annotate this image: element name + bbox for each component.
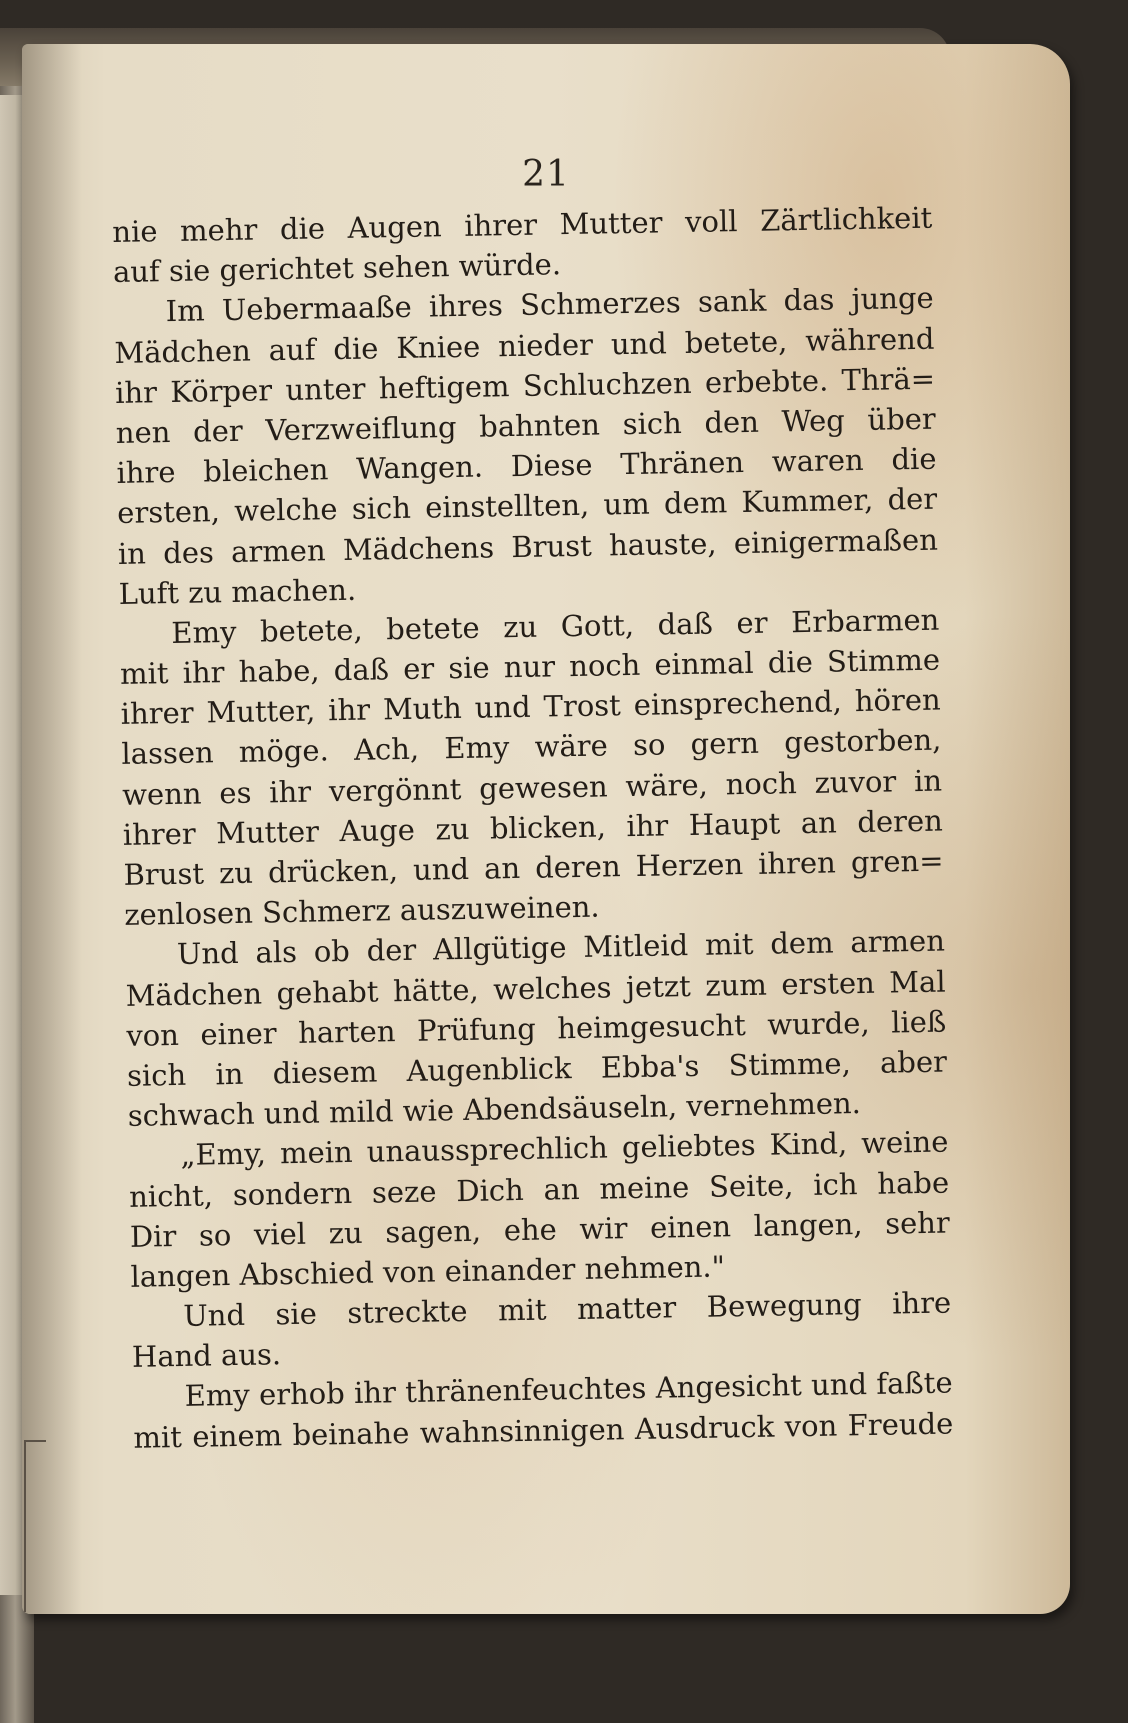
text-line: mit einem beinahe wahnsinnigen Ausdruck von Freude <box>133 1406 954 1455</box>
text-line: ihre bleichen Wangen. Diese Thränen waren die <box>116 441 937 491</box>
text-line: lassen möge. Ach, Emy wäre so gern gestorben, <box>121 723 942 772</box>
text-line: zenlosen Schmerz auszuweinen. <box>123 889 600 933</box>
text-line: in des armen Mädchens Brust hauste, einigermaßen <box>117 522 939 571</box>
text-line: Und als ob der Allgütige Mitleid mit dem armen <box>176 923 946 972</box>
text-line: Emy erhob ihr thränenfeuchtes Angesicht und faßte <box>184 1365 953 1414</box>
page-number: 21 <box>522 154 570 195</box>
body-text <box>112 198 954 1458</box>
text-line: nie mehr die Augen ihrer Mutter voll Zärtlichkeit <box>112 200 933 249</box>
text-line: Hand aus. <box>131 1337 282 1375</box>
text-line: „Emy, mein unaussprechlich geliebtes Kind, weine <box>180 1124 949 1173</box>
text-line: schwach und mild wie Abendsäuseln, vernehmen. <box>127 1086 862 1133</box>
text-line: auf sie gerichtet sehen würde. <box>112 247 562 290</box>
text-line: von einer harten Prüfung heimgesucht wurde, ließ <box>126 1004 947 1053</box>
text-line: wenn es ihr vergönnt gewesen wäre, noch zuvor in <box>121 763 943 812</box>
text-line: Luft zu machen. <box>118 572 357 611</box>
text-line: langen Abschied von einander nehmen." <box>130 1249 726 1294</box>
text-line: Im Uebermaaße ihres Schmerzes sank das junge <box>165 281 934 329</box>
text-line: Mädchen gehabt hätte, welches jetzt zum ersten Mal <box>125 964 946 1013</box>
text-line: Brust zu drücken, und an deren Herzen ihren gren= <box>123 843 944 892</box>
text-line: ersten, welche sich einstellten, um dem Kummer, der <box>116 481 938 531</box>
text-line: ihrer Mutter, ihr Muth und Trost einsprechend, hören <box>120 682 941 732</box>
text-line: Mädchen auf die Kniee nieder und betete, während <box>114 321 935 370</box>
text-line: mit ihr habe, daß er sie nur noch einmal die Stimme <box>119 642 941 691</box>
text-line: nen der Verzweiflung bahnten sich den Weg über <box>115 401 937 450</box>
text-line: nicht, sondern seze Dich an meine Seite, ich habe <box>128 1165 950 1214</box>
text-line: sich in diesem Augenblick Ebba's Stimme, aber <box>126 1044 948 1093</box>
text-line: ihr Körper unter heftigem Schluchzen erbebte. Thrä= <box>114 361 936 410</box>
binding-corner <box>24 1440 46 1612</box>
text-line: Dir so viel zu sagen, ehe wir einen langen, sehr <box>129 1205 951 1254</box>
gutter-shadow <box>22 44 82 1614</box>
text-line: Und sie streckte mit matter Bewegung ihre <box>182 1285 952 1333</box>
text-line: ihrer Mutter Auge zu blicken, ihr Haupt an deren <box>122 803 944 852</box>
book-page <box>22 44 1070 1614</box>
text-line: Emy betete, betete zu Gott, daß er Erbarmen <box>171 602 940 650</box>
